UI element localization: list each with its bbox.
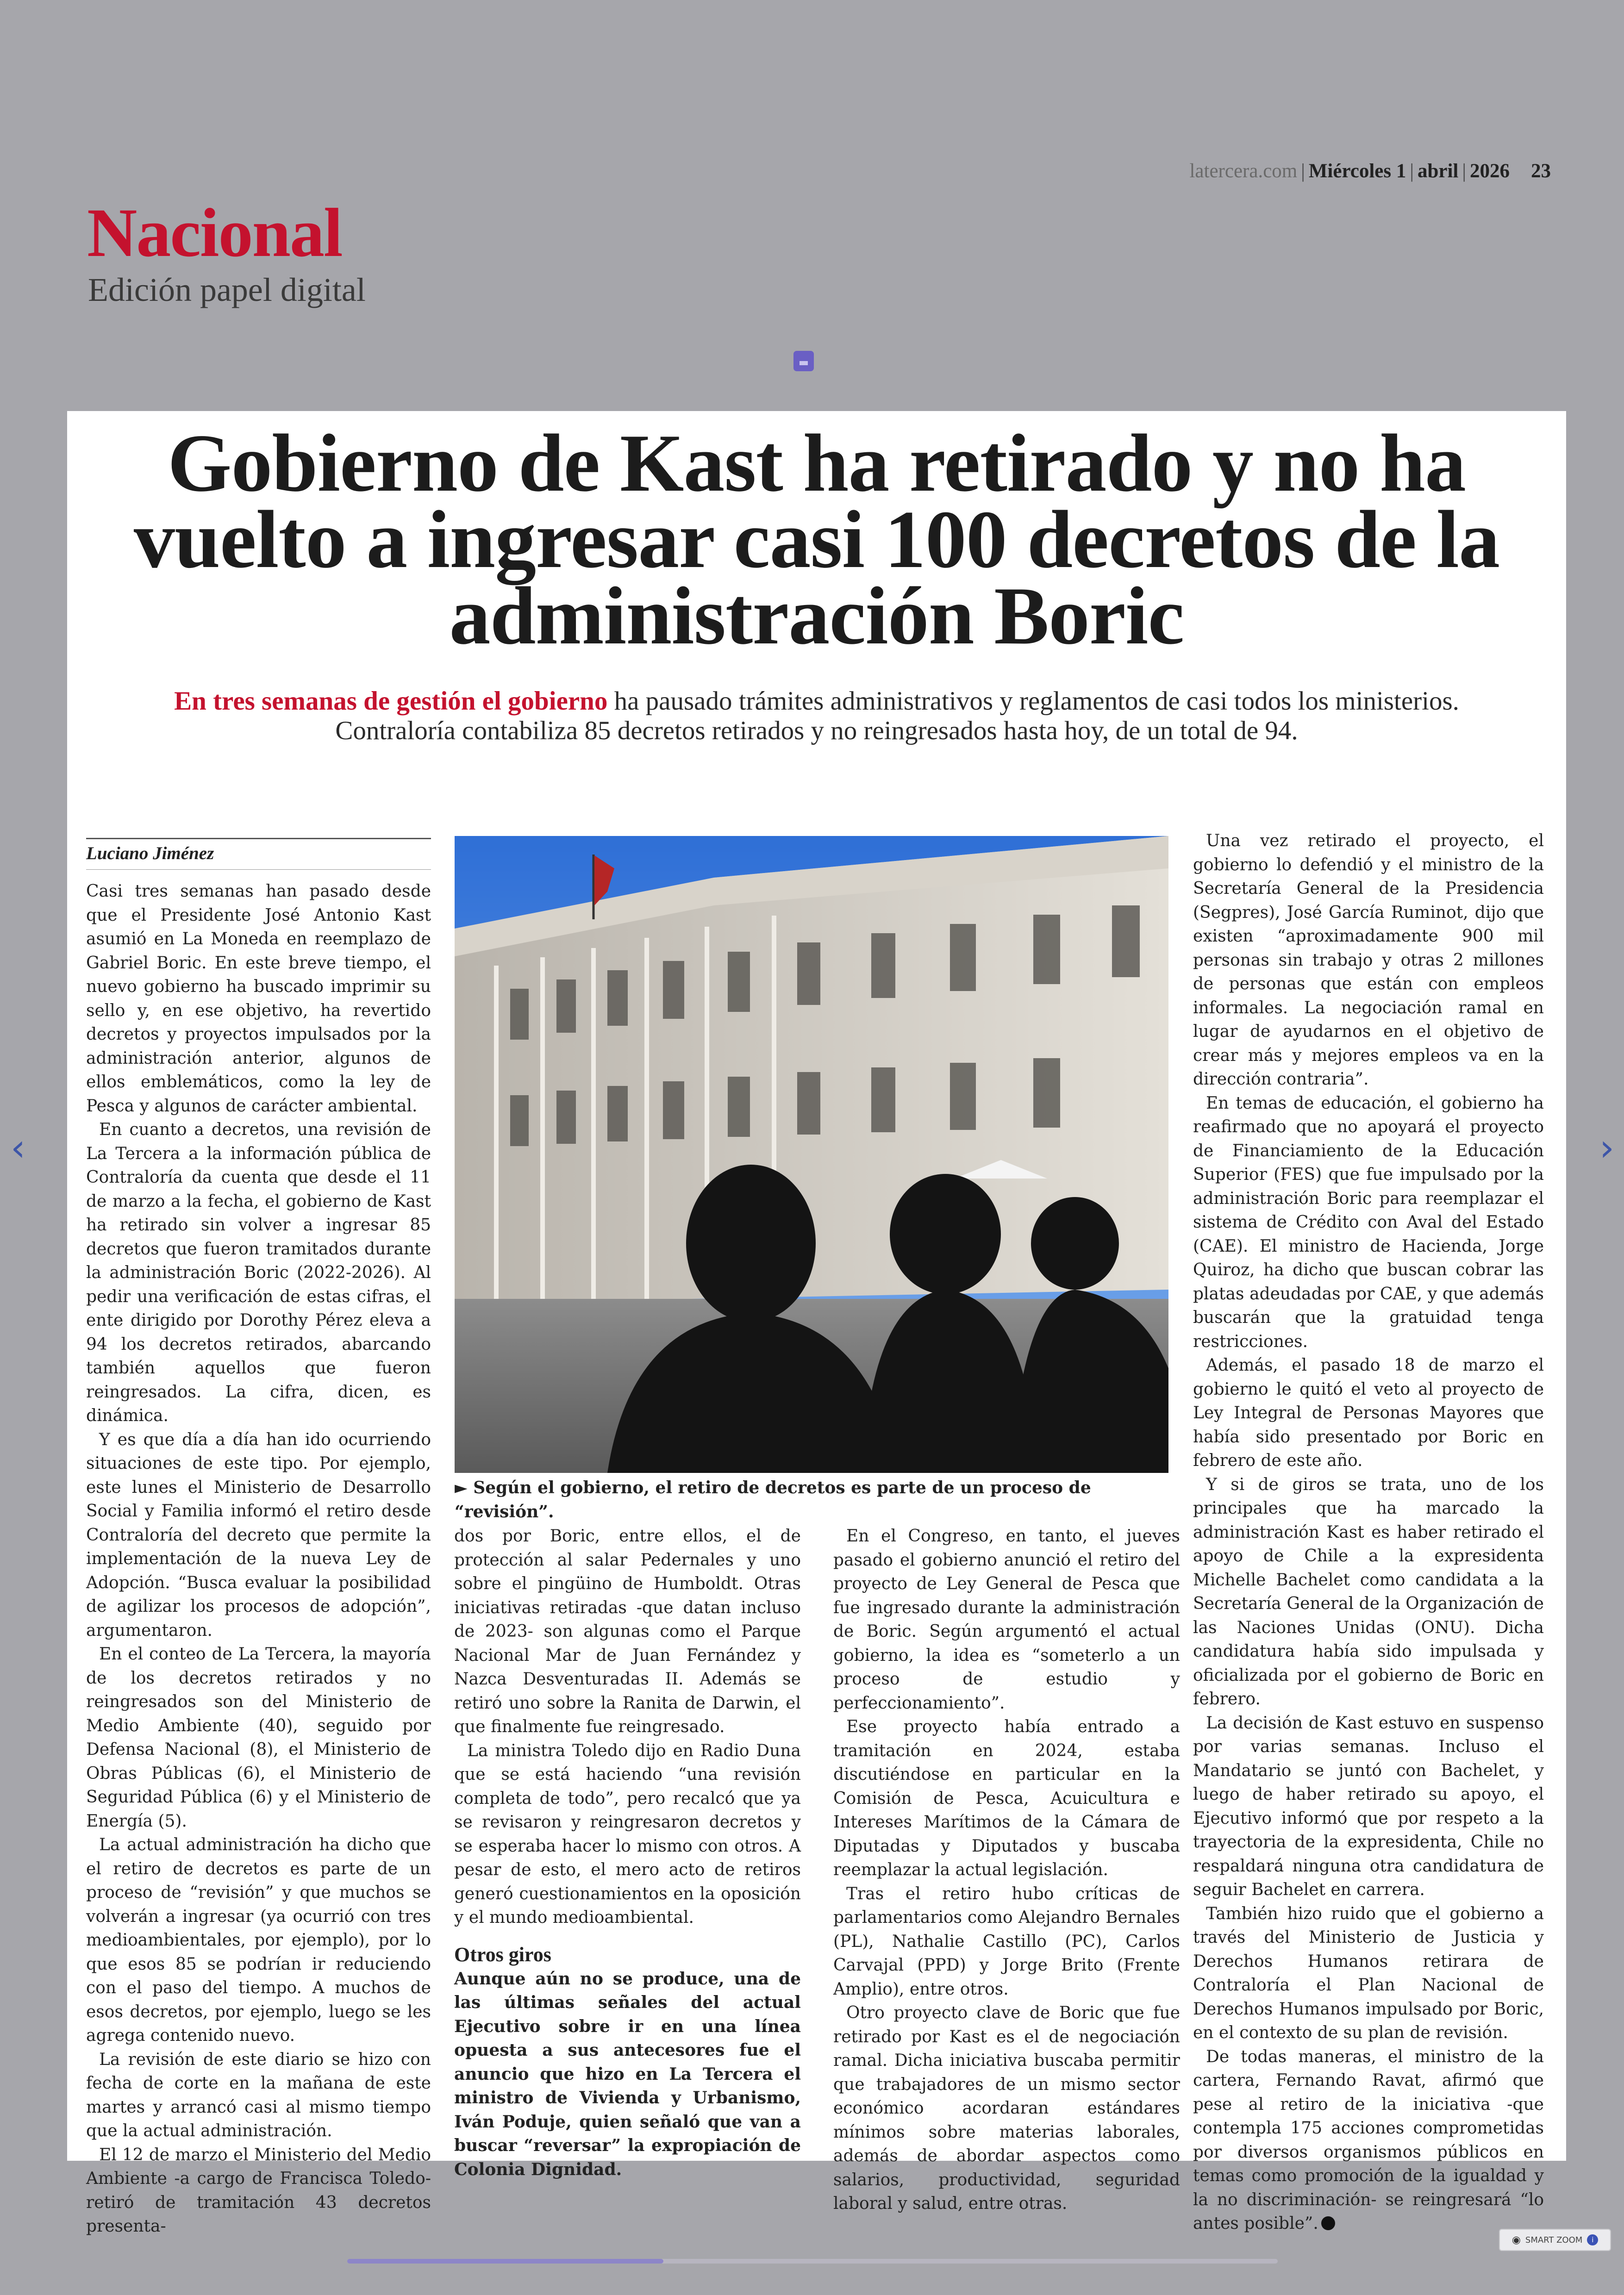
paragraph: Tras el retiro hubo críticas de parlamentarios como Alejandro Bernales (PL), Nathalie Castillo (PC), Carlos Carvajal (PPD) y Jorge Brito (Frente Amplio), entre otros. — [833, 1884, 1180, 1999]
paragraph: Además, el pasado 18 de marzo el gobierno le quitó el veto al proyecto de Ley Integral de Personas Mayores que había sido presentado por Boric en febrero de este año. — [1193, 1356, 1544, 1470]
article-column-2 — [454, 1524, 801, 2182]
site-name: latercera.com — [1189, 160, 1298, 182]
paragraph: Y si de giros se trata, uno de los principales que ha marcado la administración Kast es haber retirado el apoyo de Chile a la expresidenta Michelle Bachelet como candidata a la Secretaría General de la Organización de las Naciones Unidas (ONU). Dicha candidatura había sido impulsada y oficializada por el gobierno de Boric en febrero. — [1193, 1475, 1544, 1709]
paragraph: La ministra Toledo dijo en Radio Duna que se está haciendo “una revisión completa de todo”, pero recalcó que ya se revisaron y reingresaron decretos y se esperaba hacer lo mismo con otros. A pesar de esto, el mero acto de retiros generó cuestionamientos en la oposición y el mundo medioambiental. — [454, 1741, 801, 1927]
article-lead — [169, 686, 1464, 746]
issue-month: abril — [1417, 160, 1459, 182]
lead-highlight: En tres semanas de gestión el gobierno — [174, 686, 608, 716]
issue-date-line: latercera.com | Miércoles 1 | abril | 2026 23 — [1189, 160, 1551, 182]
edition-subtitle: Edición papel digital — [88, 271, 366, 308]
smart-zoom-label: SMART ZOOM — [1525, 2235, 1583, 2245]
photo-caption: ► Según el gobierno, el retiro de decretos es parte de un proceso de “revisión”. — [455, 1478, 1091, 1522]
article-column-1 — [86, 879, 431, 2239]
article-page — [67, 411, 1566, 2236]
article-column-4 — [1193, 829, 1544, 2236]
page-number: 23 — [1531, 160, 1551, 182]
issue-year: 2026 — [1470, 160, 1510, 182]
last-paragraph-text: De todas maneras, el ministro de la cartera, Fernando Ravat, afirmó que pese al retiro de la iniciativa -que contempla 175 acciones comprometidas por diversos organismos públicos en temas como promoción de la igualdad y la no discriminación- se reingresará “lo antes posible”. — [1193, 2047, 1544, 2233]
paragraph: En temas de educación, el gobierno ha reafirmado que no apoyará el proyecto de Financiamiento de la Educación Superior (FES) que fue impulsado por la administración Boric para reemplazar el sistema de Crédito con Aval del Estado (CAE). El ministro de Hacienda, Jorge Quiroz, ha dicho que buscan cobrar las platas adeudadas por CAE, y que además buscarán que la gratuidad tenga restricciones. — [1193, 1093, 1544, 1351]
paragraph: En el Congreso, en tanto, el jueves pasado el gobierno anunció el retiro del proyecto de Ley General de Pesca que fue ingresado durante la administración de Boric. Según argumentó el actual gobierno, la idea es “someterlo a un proceso de estudio y perfeccionamiento”. — [833, 1527, 1180, 1713]
eye-icon: ◉ — [1512, 2234, 1521, 2246]
info-badge-icon: i — [1587, 2234, 1598, 2245]
paragraph: Otro proyecto clave de Boric que fue retirado por Kast es el de negociación ramal. Dicha iniciativa buscaba permitir que trabajadores de un mismo sector económico acordaran estándares mínimos sobre materias laborales, además de abordar aspectos como salarios, productividad, seguridad laboral y salud, entre otras. — [833, 2003, 1180, 2213]
article-headline: Gobierno de Kast ha retirado y no ha vuelto a ingresar casi 100 decretos de la administración Boric — [133, 417, 1500, 661]
byline-rule — [86, 838, 431, 839]
section-title: Nacional — [87, 194, 342, 271]
paragraph: Casi tres semanas han pasado desde que el Presidente José Antonio Kast asumió en La Moneda en reemplazo de Gabriel Boric. En este breve tiempo, el nuevo gobierno ha buscado imprimir su sello y, en ese objetivo, ha revertido decretos y proyectos impulsados por la administración anterior, algunos de ellos emblemáticos, como la ley de Pesca y algunos de carácter ambiental. — [86, 882, 431, 1116]
page-thumbnail-icon[interactable] — [793, 351, 814, 371]
smart-zoom-button[interactable] — [1499, 2229, 1611, 2251]
byline-rule-bottom — [86, 869, 431, 870]
paragraph — [1193, 2045, 1544, 2236]
paragraph: La decisión de Kast estuvo en suspenso por varias semanas. Incluso el Mandatario se juntó con Bachelet, y luego de haber retirado su apoyo, el Ejecutivo informó que por respeto a la trayectoria de la expresidenta, Chile no respaldará ninguna otra candidatura de seguir Bachelet en carrera. — [1193, 1713, 1544, 1899]
byline: Luciano Jiménez — [86, 843, 214, 863]
reading-progress-bar[interactable] — [347, 2259, 1278, 2264]
paragraph: dos por Boric, entre ellos, el de protección al salar Pedernales y uno sobre el pingüino de Humboldt. Otras iniciativas retiradas -que datan incluso de 2023- son algunas como el Parque Nacional Mar de Juan Fernández y Nazca Desventuradas II. Además se retiró uno sobre la Ranita de Darwin, el que finalmente fue reingresado. — [454, 1527, 801, 1736]
paragraph: Ese proyecto había entrado a tramitación en 2024, estaba discutiéndose en particular en la Comisión de Pesca, Acuicultura e Intereses Marítimos de la Cámara de Diputadas y Diputados y buscaba reemplazar la actual legislación. — [833, 1717, 1180, 1879]
article-column-3 — [833, 1524, 1180, 2216]
subheading: Otros giros — [454, 1943, 551, 1966]
bold-paragraph: Aunque aún no se produce, una de las últimas señales del actual Ejecutivo sobre ir en una línea opuesta a sus antecesores fue el anuncio que hizo en La Tercera el ministro de Vivienda y Urbanismo, Iván Poduje, quien señaló que van a buscar “reversar” la expropiación de Colonia Dignidad. — [454, 1969, 801, 2179]
paragraph: En cuanto a decretos, una revisión de La Tercera a la información pública de Contraloría da cuenta que desde el 11 de marzo a la fecha, el gobierno de Kast ha retirado sin volver a ingresar 85 decretos que fueron tramitados durante la administración Boric (2022-2026). Al pedir una verificación de estas cifras, el ente dirigido por Dorothy Pérez eleva a 94 los decretos retirados, abarcando también aquellos que fueron reingresados. La cifra, dicen, es dinámica. — [86, 1120, 431, 1425]
previous-page-arrow-icon[interactable]: ‹ — [11, 1126, 25, 1169]
lead-text: ha pausado trámites administrativos y reglamentos de casi todos los ministerios. Contraloría contabiliza 85 decretos retirados y no reingresados hasta hoy, de un total de 94. — [335, 686, 1459, 745]
paragraph: En el conteo de La Tercera, la mayoría de los decretos retirados y no reingresados son del Ministerio de Medio Ambiente (40), seguido por Defensa Nacional (8), el Ministerio de Obras Públicas (6), el Ministerio de Seguridad Pública (6) y el Ministerio de Energía (5). — [86, 1645, 431, 1831]
next-page-arrow-icon[interactable]: › — [1599, 1126, 1614, 1169]
paragraph: La revisión de este diario se hizo con fecha de corte en la mañana de este martes y arrancó casi al mismo tiempo que la actual administración. — [86, 2050, 431, 2140]
reading-progress-fill — [347, 2259, 663, 2264]
la-moneda-photo-illustration — [455, 836, 1168, 1473]
issue-weekday: Miércoles 1 — [1308, 160, 1406, 182]
paragraph: Una vez retirado el proyecto, el gobierno lo defendió y el ministro de la Secretaría General de la Presidencia (Segpres), José García Ruminot, dijo que existen “aproximadamente 900 mil personas sin trabajo y otras 2 millones de personas que están con empleos informales. La negociación ramal en lugar de ayudarnos en el objetivo de crear más y mejores empleos va en la dirección contraria”. — [1193, 831, 1544, 1089]
paragraph: También hizo ruido que el gobierno a través del Ministerio de Justicia y Derechos Humanos retirara de Contraloría el Plan Nacional de Derechos Humanos impulsado por Boric, en el contexto de su plan de revisión. — [1193, 1904, 1544, 2042]
paragraph: La actual administración ha dicho que el retiro de decretos es parte de un proceso de “revisión” y que muchos se volverán a ingresar (ya ocurrió con tres medioambientales, por ejemplo), por lo que esos 85 se podrían ir reduciendo con el paso del tiempo. A muchos de esos decretos, por ejemplo, luego se les agrega contenido nuevo. — [86, 1835, 431, 2045]
paragraph: El 12 de marzo el Ministerio del Medio Ambiente -a cargo de Francisca Toledo- retiró de tramitación 43 decretos presenta- — [86, 2145, 431, 2236]
end-mark-icon — [1321, 2216, 1335, 2230]
article-photo — [455, 836, 1168, 1473]
paragraph: Y es que día a día han ido ocurriendo situaciones de este tipo. Por ejemplo, este lunes el Ministerio de Desarrollo Social y Familia informó el retiro desde Contraloría del decreto que permite la implementación de la nueva Ley de Adopción. “Busca evaluar la posibilidad de agilizar los procesos de adopción”, argumentaron. — [86, 1430, 431, 1640]
